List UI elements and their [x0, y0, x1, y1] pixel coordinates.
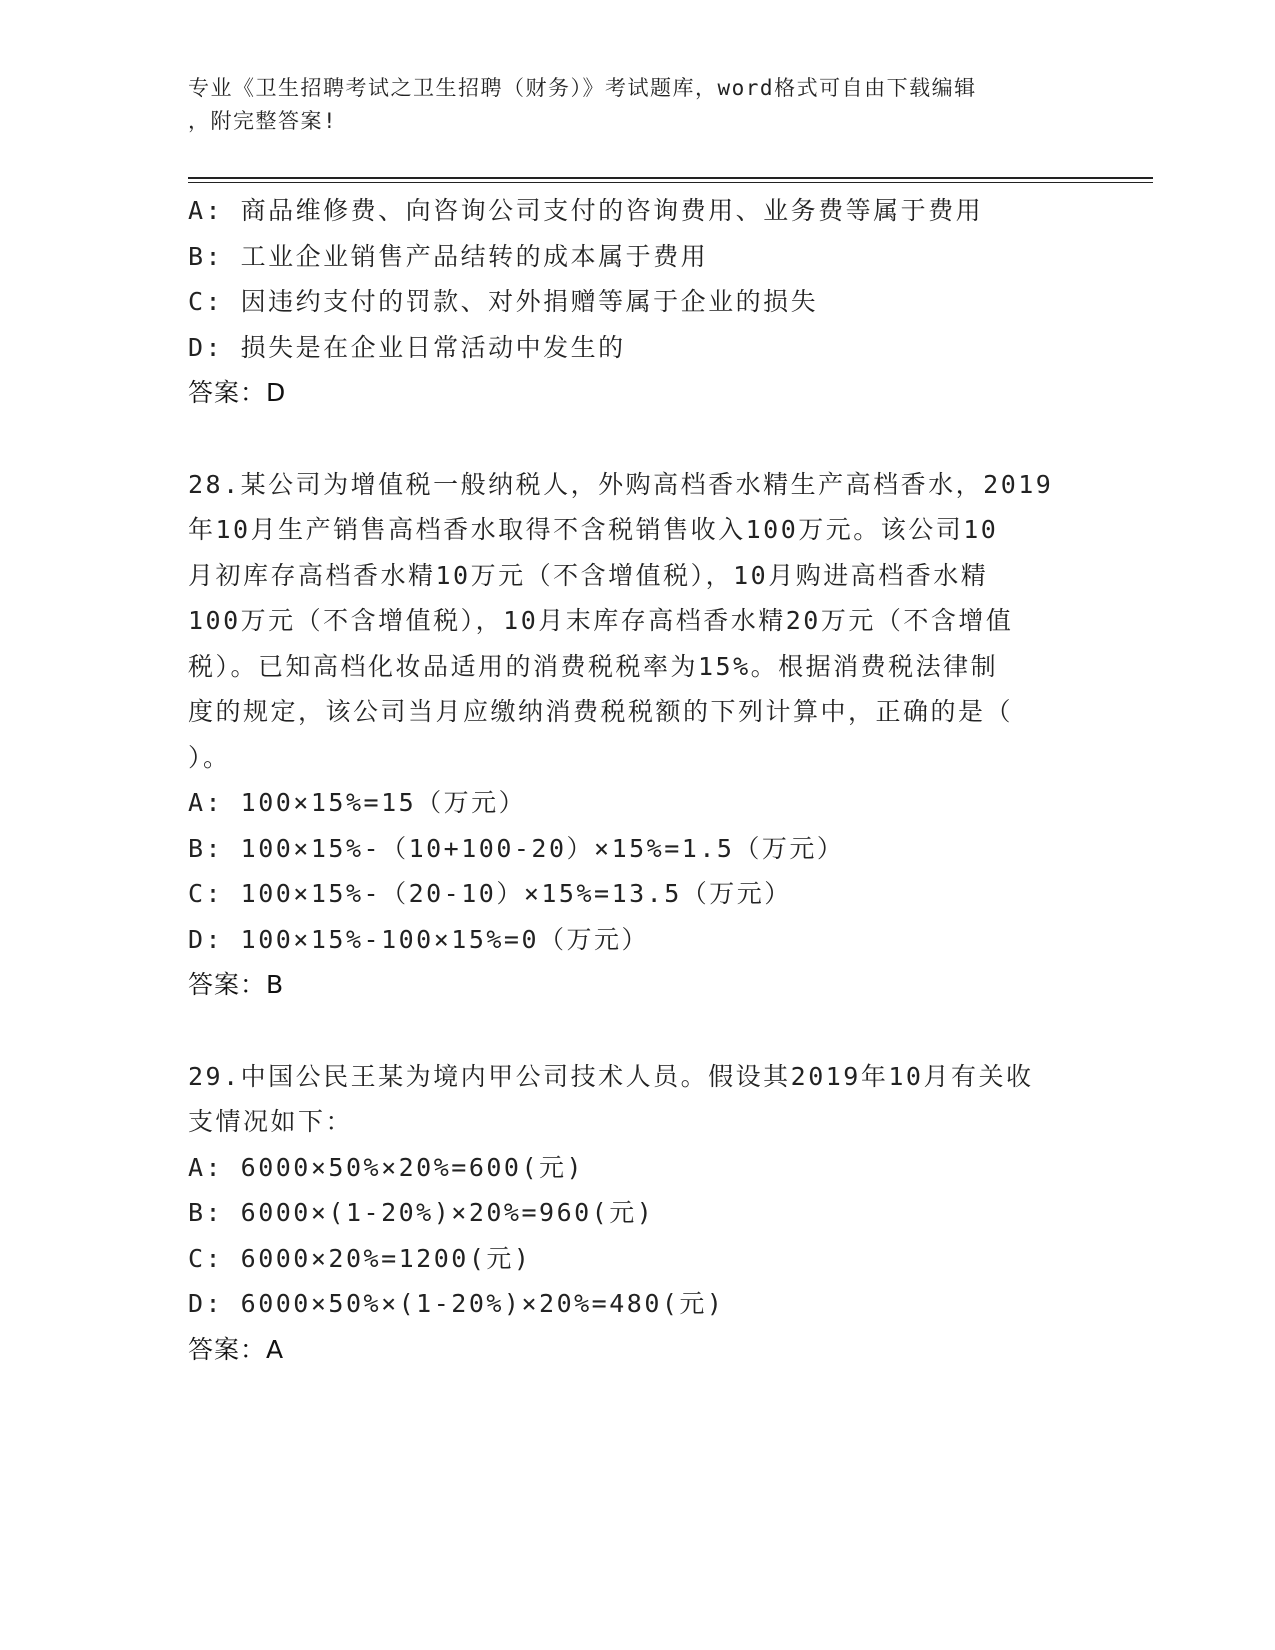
question-29-answer: 答案：A — [188, 1334, 285, 1364]
question-29-option-b: B: 6000×(1-20%)×20%=960(元) — [188, 1198, 655, 1227]
question-29-option-a: A: 6000×50%×20%=600(元) — [188, 1152, 585, 1182]
question-28-stem-line: 100万元（不含增值税），10月末库存高档香水精20万元（不含增值 — [188, 606, 1014, 635]
question-28-stem-line: 税）。已知高档化妆品适用的消费税税率为15%。根据消费税法律制 — [188, 651, 999, 681]
question-28-option-b: B: 100×15%-（10+100-20）×15%=1.5（万元） — [188, 833, 845, 863]
question-28-option-d: D: 100×15%-100×15%=0（万元） — [188, 924, 650, 954]
question-28-option-a: A: 100×15%=15（万元） — [188, 788, 527, 817]
question-29-block — [188, 1054, 1078, 1373]
question-29-stem-line: 29.中国公民王某为境内甲公司技术人员。假设其2019年10月有关收 — [188, 1061, 1034, 1091]
header-divider-thick — [188, 177, 1153, 179]
header-divider-thin — [188, 182, 1153, 183]
question-28-stem-line: 28.某公司为增值税一般纳税人，外购高档香水精生产高档香水，2019 — [188, 469, 1054, 499]
question-27-answer: 答案：D — [188, 378, 287, 407]
question-28-stem-line: 年10月生产销售高档香水取得不含税销售收入100万元。该公司10 — [188, 515, 999, 544]
document-body — [188, 188, 1078, 1372]
question-29-option-d: D: 6000×50%×(1-20%)×20%=480(元) — [188, 1289, 725, 1318]
question-27-option-a: A: 商品维修费、向咨询公司支付的咨询费用、业务费等属于费用 — [188, 196, 984, 225]
question-27-option-b: B: 工业企业销售产品结转的成本属于费用 — [188, 241, 709, 271]
question-28-answer: 答案：B — [188, 970, 285, 999]
document-header — [188, 72, 1068, 138]
question-27-option-d: D: 损失是在企业日常活动中发生的 — [188, 332, 626, 362]
header-title-line-2: ，附完整答案! — [188, 109, 338, 133]
question-28-block — [188, 462, 1078, 1008]
question-29-option-c: C: 6000×20%=1200(元) — [188, 1243, 532, 1273]
question-27-block — [188, 188, 1078, 416]
question-28-stem-line: ）。 — [188, 742, 231, 772]
question-28-stem-line: 月初库存高档香水精10万元（不含增值税），10月购进高档香水精 — [188, 560, 989, 590]
question-29-stem-line: 支情况如下： — [188, 1107, 354, 1136]
question-28-option-c: C: 100×15%-（20-10）×15%=13.5（万元） — [188, 879, 792, 908]
header-title-line-1: 专业《卫生招聘考试之卫生招聘（财务）》考试题库，word格式可自由下载编辑 — [188, 76, 977, 100]
question-28-stem-line: 度的规定，该公司当月应缴纳消费税税额的下列计算中，正确的是（ — [188, 697, 1014, 726]
question-27-option-c: C: 因违约支付的罚款、对外捐赠等属于企业的损失 — [188, 287, 819, 316]
